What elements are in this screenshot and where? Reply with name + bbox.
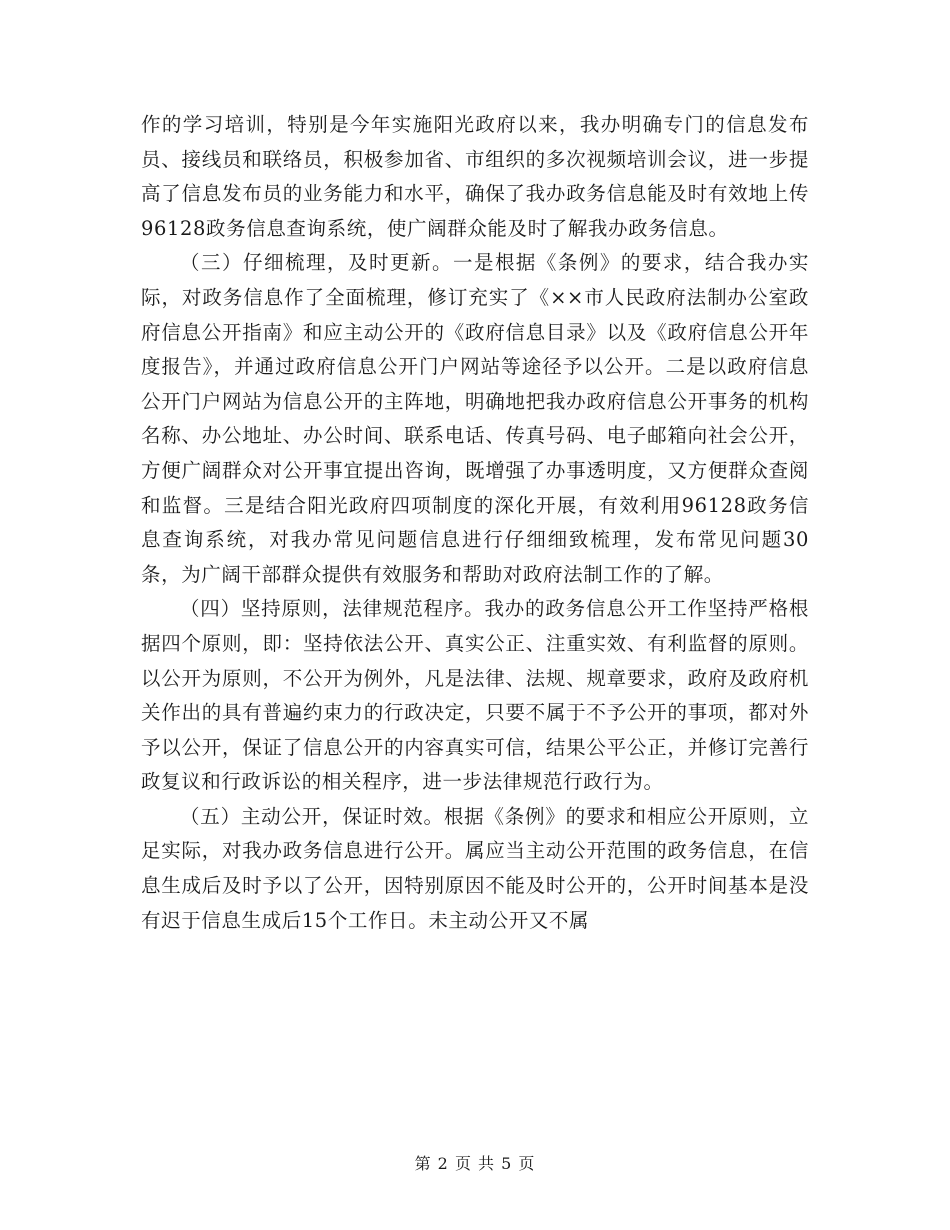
document-body [141, 108, 809, 938]
paragraph-section-four: （四）坚持原则，法律规范程序。我办的政务信息公开工作坚持严格根据四个原则，即：坚持依法公开、真实公正、注重实效、有利监督的原则。以公开为原则，不公开为例外，凡是法律、法规、规章要求，政府及政府机关作出的具有普遍约束力的行政决定，只要不属于不予公开的事项，都对外予以公开，保证了信息公开的内容真实可信，结果公平公正，并修订完善行政复议和行政诉讼的相关程序，进一步法律规范行政行为。 [141, 597, 809, 794]
paragraph-continuation: 作的学习培训，特别是今年实施阳光政府以来，我办明确专门的信息发布员、接线员和联络员，积极参加省、市组织的多次视频培训会议，进一步提高了信息发布员的业务能力和水平，确保了我办政务信息能及时有效地上传96128政务信息查询系统，使广阔群众能及时了解我办政务信息。 [141, 113, 809, 240]
paragraph-section-three: （三）仔细梳理，及时更新。一是根据《条例》的要求，结合我办实际，对政务信息作了全面梳理，修订充实了《××市人民政府法制办公室政府信息公开指南》和应主动公开的《政府信息目录》以及《政府信息公开年度报告》，并通过政府信息公开门户网站等途径予以公开。二是以政府信息公开门户网站为信息公开的主阵地，明确地把我办政府信息公开事务的机构名称、办公地址、办公时间、联系电话、传真号码、电子邮箱向社会公开，方便广阔群众对公开事宜提出咨询，既增强了办事透明度，又方便群众查阅和监督。三是结合阳光政府四项制度的深化开展，有效利用96128政务信息查询系统，对我办常见问题信息进行仔细细致梳理，发布常见问题30条，为广阔干部群众提供有效服务和帮助对政府法制工作的了解。 [141, 251, 809, 586]
paragraph-section-five: （五）主动公开，保证时效。根据《条例》的要求和相应公开原则，立足实际，对我办政务信息进行公开。属应当主动公开范围的政务信息，在信息生成后及时予以了公开，因特别原因不能及时公开的，公开时间基本是没有迟于信息生成后15个工作日。未主动公开又不属 [141, 804, 809, 932]
page-number-footer: 第 2 页 共 5 页 [414, 1154, 536, 1173]
